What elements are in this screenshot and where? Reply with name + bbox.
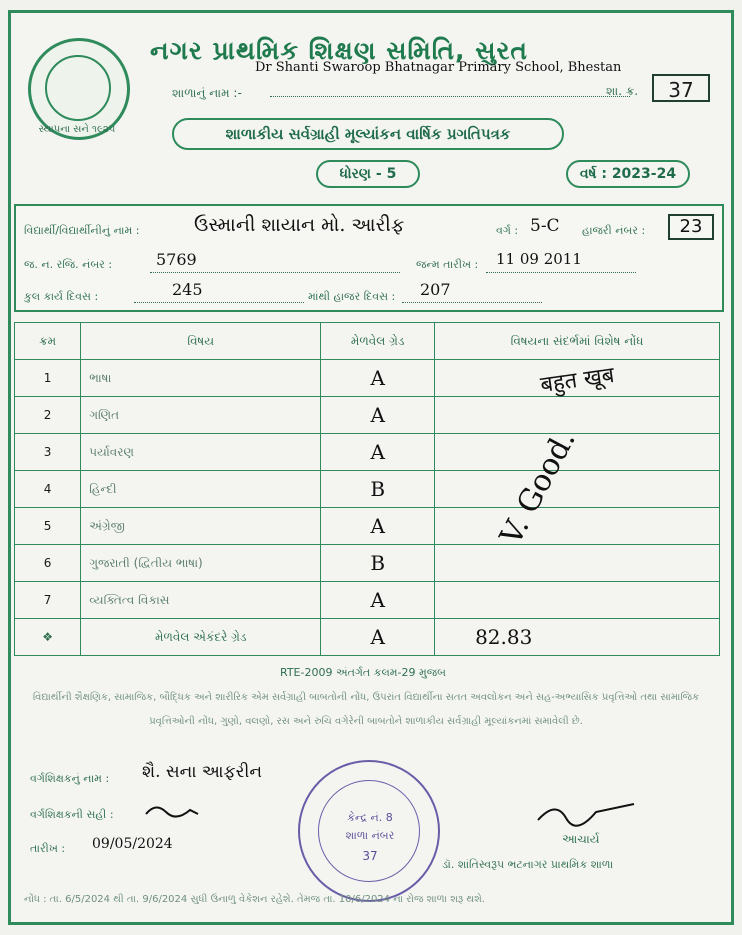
row-remark-cell <box>435 545 720 582</box>
total-row <box>15 619 720 656</box>
school-label: શાળાનું નામ :- <box>172 86 242 100</box>
row-remark-cell <box>435 471 720 508</box>
stamp-line1: કેન્દ્ર નં. 8 <box>347 811 393 824</box>
row-subject: ગુજરાતી (દ્વિતીય ભાષા) <box>81 545 321 582</box>
date-value: 09/05/2024 <box>92 836 173 852</box>
present-label: માંથી હાજર દિવસ : <box>308 290 396 303</box>
row-subject: હિન્દી <box>81 471 321 508</box>
row-remark-cell <box>435 582 720 619</box>
class-label: વર્ગ : <box>496 224 519 237</box>
row-no: 5 <box>15 508 81 545</box>
row-grade: B <box>321 471 435 508</box>
workdays-value: 245 <box>172 280 203 299</box>
dob-value: 11 09 2011 <box>496 250 582 268</box>
remark-hindi: बहुत खूब <box>538 362 616 399</box>
workdays-dots <box>134 302 304 303</box>
rte-note: RTE-2009 અંતર્ગત કલમ-29 મુજબ <box>280 666 447 679</box>
col-no: ક્રમ <box>15 323 81 360</box>
teacher-label: વર્ગશિક્ષકનું નામ : <box>30 772 110 785</box>
total-label: મેળવેલ એકંદરે ગ્રેડ <box>81 619 321 656</box>
stamp-line3: 37 <box>362 849 378 863</box>
row-subject: વ્યક્તિત્વ વિકાસ <box>81 582 321 619</box>
row-subject: ગણિત <box>81 397 321 434</box>
row-subject: પર્યાવરણ <box>81 434 321 471</box>
row-grade: A <box>321 360 435 397</box>
student-name: ઉસ્માની શાયાન મો. આરીફ <box>194 214 405 236</box>
teacher-signature <box>142 800 202 822</box>
row-no: 7 <box>15 582 81 619</box>
row-no: 6 <box>15 545 81 582</box>
row-grade: A <box>321 582 435 619</box>
principal-signature <box>536 800 636 830</box>
total-percent: 82.83 <box>435 619 720 656</box>
grades-table <box>14 322 720 656</box>
gr-value: 5769 <box>156 250 197 269</box>
row-no: 1 <box>15 360 81 397</box>
page-title: નગર પ્રાથમિક શિક્ષણ સમિતિ, સુરત <box>150 36 528 65</box>
name-label: વિદ્યાર્થી/વિદ્યાર્થીનીનું નામ : <box>24 224 140 237</box>
school-dotted-line <box>270 96 630 97</box>
student-info-box <box>14 204 724 312</box>
note-paragraph: વિદ્યાર્થીની શૈક્ષણિક, સામાજિક, બૌદ્ધિક અને શારીરિક એમ સર્વગ્રાહી બાબતોની નોંધ, ઉપરાંત વિદ્યાર્થીના સતત અવલોકન અને સહ-અભ્યાસિક પ્રવૃત્તિઓ તથા સામાજિક પ્રવૃત્તિઓની નોંધ, ગુણો, વલણો, રસ અને રુચિ વગેરેની બાબતોને શાળાકીય સર્વગ્રાહી મૂલ્યાંકનમાં સમાવેલી છે. <box>32 692 700 727</box>
gr-dots <box>150 272 400 273</box>
col-remark: વિષયના સંદર્ભમાં વિશેષ નોંધ <box>435 323 720 360</box>
row-subject: ભાષા <box>81 360 321 397</box>
principal-label: આચાર્ય <box>562 832 600 846</box>
row-no: 4 <box>15 471 81 508</box>
total-grade: A <box>321 619 435 656</box>
row-no: 3 <box>15 434 81 471</box>
report-title: શાળાકીય સર્વગ્રાહી મૂલ્યાંકન વાર્ષિક પ્રગતિપત્રક <box>172 118 564 150</box>
table-row <box>15 434 720 471</box>
date-label: તારીખ : <box>30 842 66 855</box>
teacher-name: શૈ. સના આફરીન <box>142 762 262 782</box>
present-value: 207 <box>420 280 451 299</box>
row-grade: A <box>321 508 435 545</box>
roll-label: હાજરી નંબર : <box>582 224 646 237</box>
year-badge: વર્ષ : 2023-24 <box>566 160 690 188</box>
table-row <box>15 545 720 582</box>
footer-note: નોંધ : તા. 6/5/2024 થી તા. 9/6/2024 સુધી ઉનાળુ વેકેશન રહેશે. તેમજ તા. 10/6/2024 ના રોજ શાળા શરૂ થશે. <box>24 894 485 905</box>
principal-name: ડૉ. શાંતિસ્વરૂપ ભટનાગર પ્રાથમિક શાળા <box>442 858 614 871</box>
table-row <box>15 508 720 545</box>
row-grade: A <box>321 397 435 434</box>
table-header-row <box>15 323 720 360</box>
teacher-sign-label: વર્ગશિક્ષકની સહી : <box>30 808 114 821</box>
school-no-label: શા. ક્ર. <box>606 84 639 98</box>
row-no: 2 <box>15 397 81 434</box>
standard-badge: ધોરણ - 5 <box>316 160 420 188</box>
table-row <box>15 397 720 434</box>
present-dots <box>402 302 542 303</box>
school-stamp <box>298 760 440 902</box>
logo-caption: સ્થાપના સને ૧૯૨૫ <box>38 124 116 135</box>
row-subject: અંગ્રેજી <box>81 508 321 545</box>
row-remark-cell <box>435 508 720 545</box>
col-grade: મેળવેલ ગ્રેડ <box>321 323 435 360</box>
workdays-label: કુલ કાર્ય દિવસ : <box>24 290 99 303</box>
dob-label: જન્મ તારીખ : <box>416 258 479 271</box>
table-row <box>15 582 720 619</box>
remark-english: V. Good. <box>493 424 583 551</box>
dob-dots <box>486 272 636 273</box>
class-value: 5-C <box>530 216 560 236</box>
school-name: Dr Shanti Swaroop Bhatnagar Primary School, Bhestan <box>255 60 622 75</box>
roll-box: 23 <box>668 214 714 240</box>
stamp-line2: શાળા નંબર <box>345 829 395 842</box>
row-grade: A <box>321 434 435 471</box>
gr-label: જ. ન. રજિ. નંબર : <box>24 258 113 271</box>
row-remark-cell <box>435 397 720 434</box>
school-no-box: 37 <box>652 74 710 102</box>
row-grade: B <box>321 545 435 582</box>
table-row <box>15 471 720 508</box>
total-marker: ❖ <box>15 619 81 656</box>
col-subject: વિષય <box>81 323 321 360</box>
